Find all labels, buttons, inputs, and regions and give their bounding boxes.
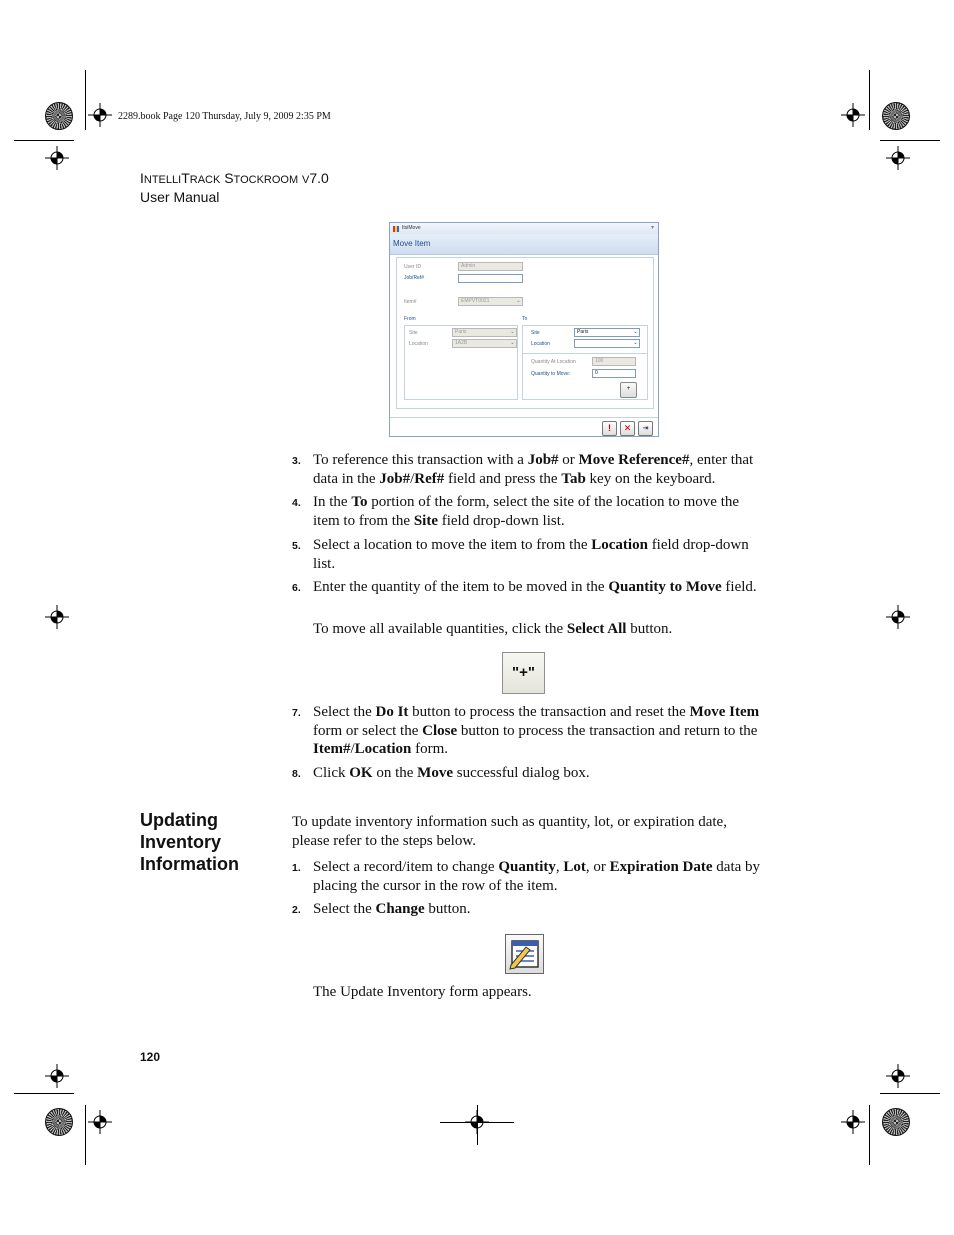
section-heading: Updating Inventory Information bbox=[140, 810, 239, 874]
chevron-down-icon[interactable]: ⌄ bbox=[633, 329, 638, 335]
select-all-button-illustration: "+" bbox=[502, 652, 545, 694]
window-titlebar bbox=[390, 223, 658, 234]
print-slug: 2289.book Page 120 Thursday, July 9, 2009 2:35 PM bbox=[118, 111, 331, 122]
registration-target-icon bbox=[841, 103, 865, 127]
step-number: 5. bbox=[292, 540, 301, 552]
window-menu-icon[interactable]: ▾ bbox=[650, 225, 654, 231]
from-location-field[interactable] bbox=[452, 339, 517, 348]
to-site-field[interactable] bbox=[574, 328, 640, 337]
section-intro: To update inventory information such as quantity, lot, or expiration date, please refer to the steps below. bbox=[292, 814, 727, 849]
page-number: 120 bbox=[140, 1050, 161, 1064]
move-item-screenshot bbox=[389, 222, 659, 437]
job-ref-label: Job/Ref# bbox=[404, 275, 425, 281]
registration-target-icon bbox=[886, 1064, 910, 1088]
registration-target-icon bbox=[886, 605, 910, 629]
running-header-subtitle: User Manual bbox=[140, 189, 220, 205]
exit-door-icon: ⇥ bbox=[642, 425, 649, 432]
step-text: To reference this transaction with a Job# or Move Reference#, enter that data in the Job#/Ref# field and press the Tab key on the keyboard. bbox=[313, 452, 754, 487]
form-appears-note: The Update Inventory form appears. bbox=[313, 984, 532, 1000]
from-site-field[interactable] bbox=[452, 328, 517, 337]
step-number: 3. bbox=[292, 455, 301, 467]
chevron-down-icon[interactable]: ⌄ bbox=[510, 340, 515, 346]
registration-target-icon bbox=[841, 1110, 865, 1134]
step-text: Enter the quantity of the item to be moved in the Quantity to Move field. bbox=[313, 579, 757, 595]
cancel-button[interactable] bbox=[620, 421, 635, 436]
divider bbox=[523, 353, 647, 354]
step-number: 2. bbox=[292, 904, 301, 916]
close-icon: ✕ bbox=[623, 423, 632, 433]
registration-target-icon bbox=[45, 1064, 69, 1088]
to-location-label: Location bbox=[531, 341, 550, 347]
chevron-down-icon[interactable]: ⌄ bbox=[516, 298, 521, 304]
from-site-label: Site bbox=[409, 330, 418, 336]
chevron-down-icon[interactable]: ⌄ bbox=[510, 329, 515, 335]
chevron-down-icon[interactable]: ⌄ bbox=[633, 340, 638, 346]
to-group bbox=[522, 325, 648, 400]
exclamation-icon: ! bbox=[608, 423, 611, 433]
registration-rosette-icon bbox=[882, 102, 910, 130]
form-body bbox=[396, 257, 654, 409]
form-title: Move Item bbox=[390, 234, 658, 255]
select-all-note: To move all available quantities, click the Select All button. bbox=[313, 621, 673, 637]
step-number: 8. bbox=[292, 768, 301, 780]
window-title: ItsiMove bbox=[402, 225, 421, 231]
step-text: Select the Do It button to process the transaction and reset the Move Item form or select the Close button to process the transaction and return to the Item#/Location form. bbox=[313, 704, 760, 757]
job-ref-field[interactable] bbox=[458, 274, 523, 283]
step-text: Select the Change button. bbox=[313, 901, 471, 917]
user-id-label: User ID bbox=[404, 264, 421, 270]
qty-at-location-label: Quantity At Location bbox=[531, 359, 576, 365]
qty-at-location-field: 100 bbox=[592, 357, 636, 366]
item-field[interactable] bbox=[458, 297, 523, 306]
registration-rosette-icon bbox=[882, 1108, 910, 1136]
step-text: Select a location to move the item to from the Location field drop-down list. bbox=[313, 537, 749, 572]
close-button[interactable] bbox=[638, 421, 653, 436]
step-text: Click OK on the Move successful dialog box. bbox=[313, 765, 590, 781]
step-number: 7. bbox=[292, 707, 301, 719]
do-it-button[interactable] bbox=[602, 421, 617, 436]
qty-to-move-label: Quantity to Move: bbox=[531, 371, 571, 377]
to-site-value: Paris bbox=[577, 329, 589, 335]
from-group bbox=[404, 325, 518, 400]
to-location-field[interactable] bbox=[574, 339, 640, 348]
to-site-label: Site bbox=[531, 330, 540, 336]
registration-target-icon bbox=[88, 1110, 112, 1134]
running-header-title: INTELLITRACK STOCKROOM V7.0 bbox=[140, 170, 329, 186]
change-button-illustration bbox=[505, 934, 544, 974]
user-id-field[interactable]: Admin bbox=[458, 262, 523, 271]
registration-target-icon bbox=[88, 103, 112, 127]
edit-form-icon bbox=[506, 935, 543, 973]
registration-target-icon bbox=[886, 146, 910, 170]
from-site-value: Paris bbox=[455, 329, 467, 335]
registration-target-icon bbox=[45, 146, 69, 170]
registration-rosette-icon bbox=[45, 102, 73, 130]
step-text: In the To portion of the form, select the site of the location to move the item to from the Site field drop-down list. bbox=[313, 494, 740, 529]
from-location-label: Location bbox=[409, 341, 428, 347]
item-label: Item# bbox=[404, 299, 417, 305]
registration-rosette-icon bbox=[45, 1108, 73, 1136]
step-number: 6. bbox=[292, 582, 301, 594]
from-label: From bbox=[404, 316, 416, 322]
item-value: EMPVT0021 bbox=[461, 298, 490, 304]
qty-to-move-field[interactable]: 0 bbox=[592, 369, 636, 378]
app-icon bbox=[393, 226, 399, 232]
select-all-button[interactable]: + bbox=[620, 382, 637, 398]
to-label: To bbox=[522, 316, 528, 322]
step-number: 1. bbox=[292, 862, 301, 874]
registration-target-icon bbox=[45, 605, 69, 629]
step-number: 4. bbox=[292, 497, 301, 509]
from-location-value: 1A2B bbox=[455, 340, 468, 346]
running-header bbox=[140, 170, 329, 206]
form-footer bbox=[390, 417, 658, 438]
step-text: Select a record/item to change Quantity, Lot, or Expiration Date data by placing the cursor in the row of the item. bbox=[313, 859, 761, 894]
